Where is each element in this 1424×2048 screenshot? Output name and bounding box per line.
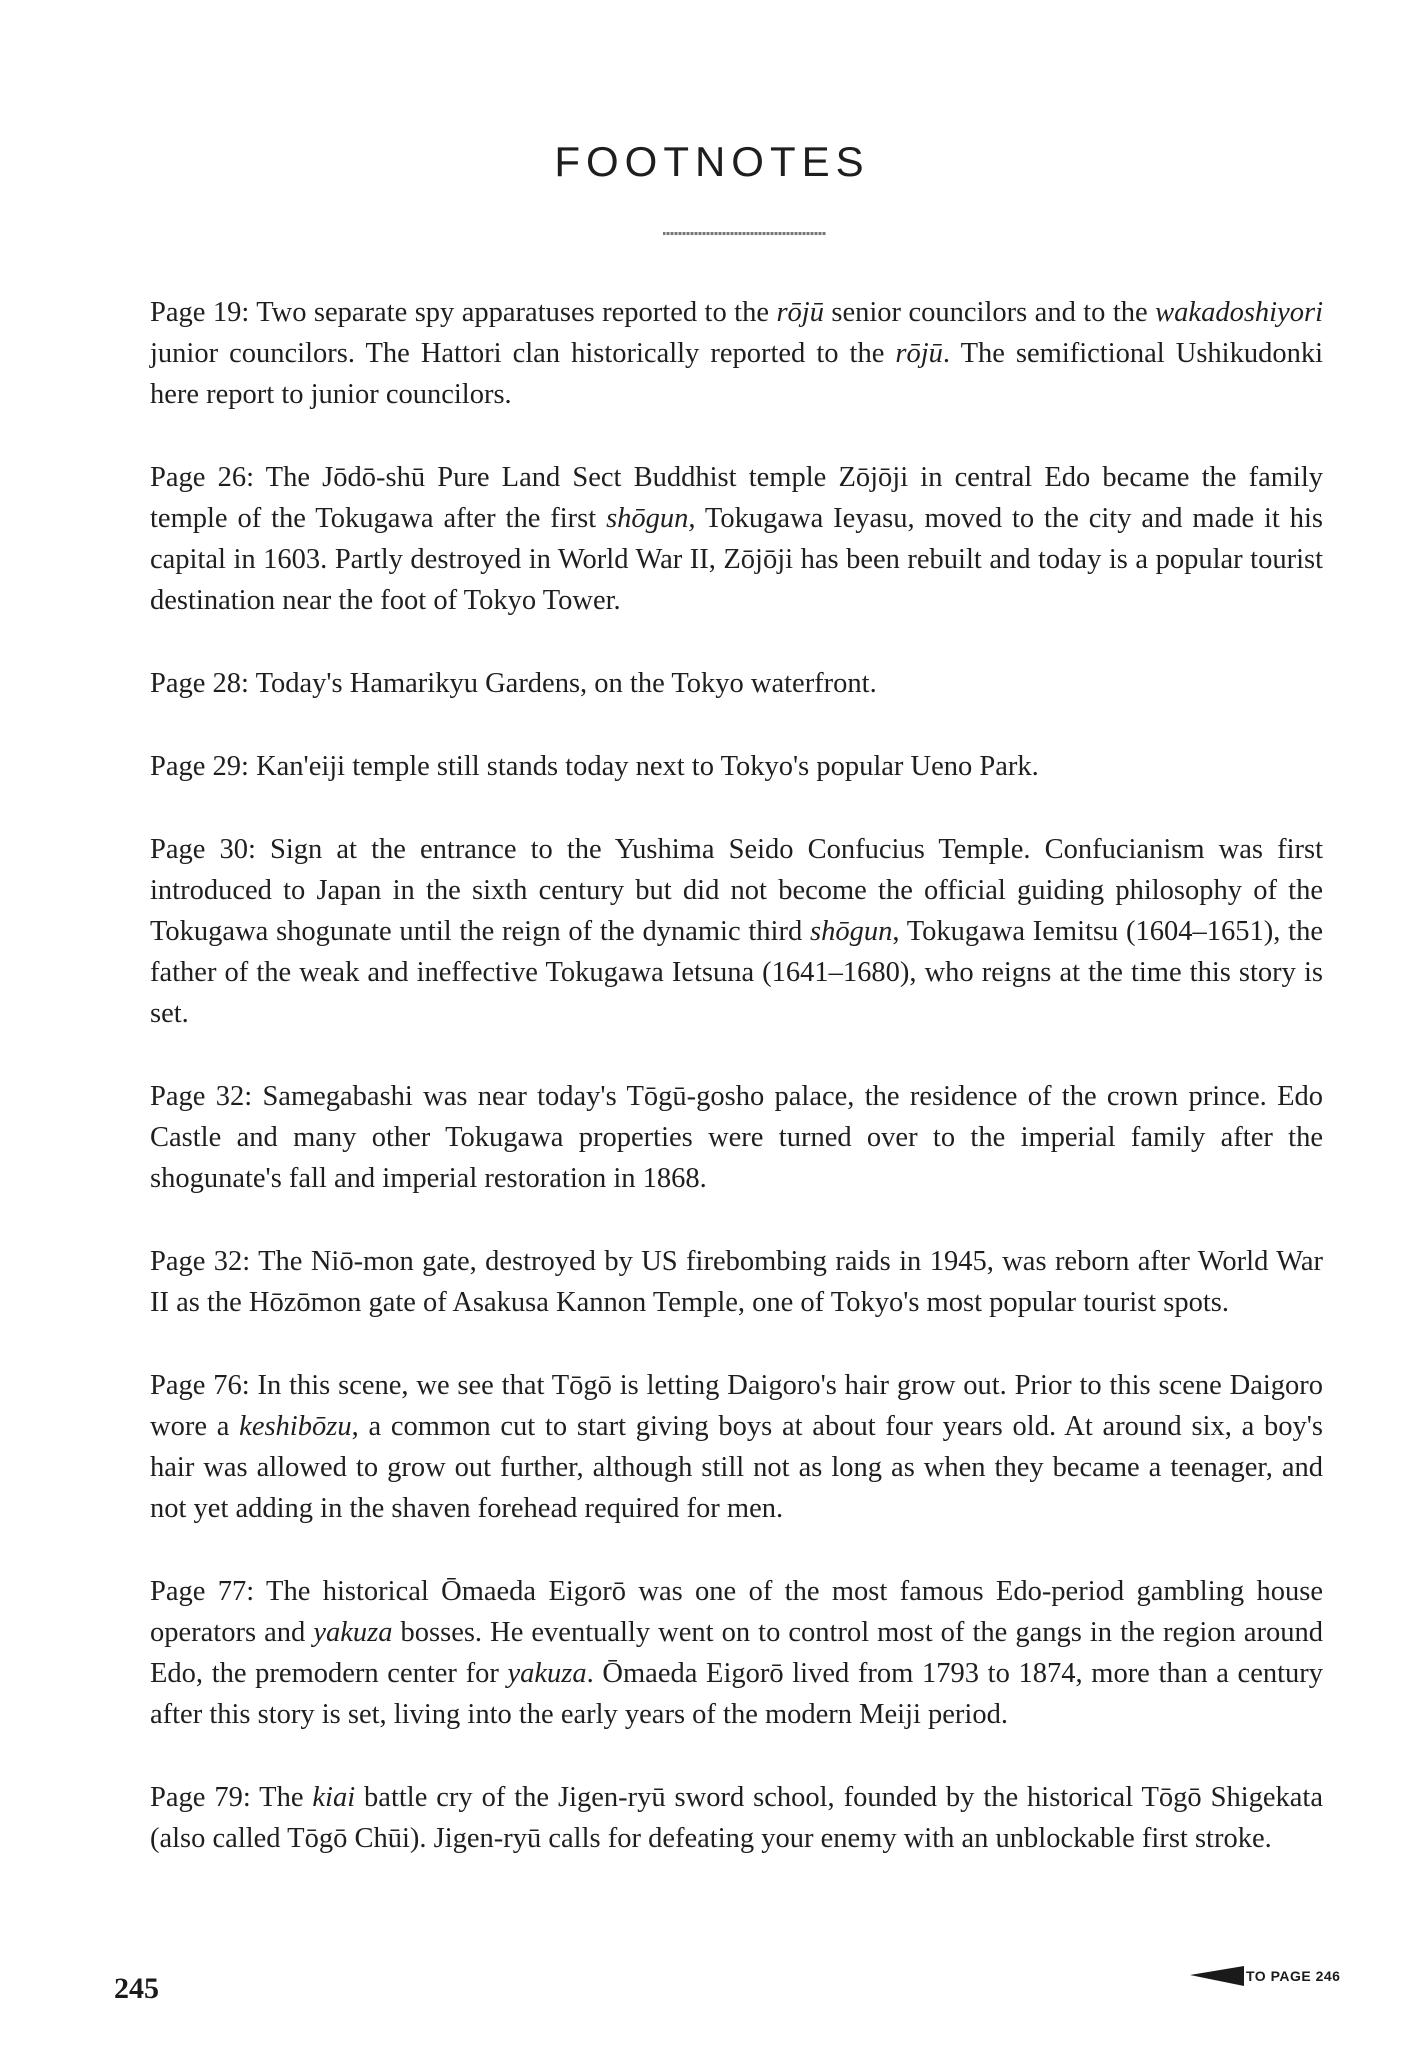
footnote-item (150, 457, 1323, 621)
footnote-text: Sign at the entrance to the Yushima Seido Confucius Temple. Confucianism was first introduced to Japan in the sixth century but did not become the official guiding philosophy of the Tokugawa shogunate until the reign of the dynamic third (150, 834, 1323, 947)
footnote-page-ref: Page 32: (150, 1081, 253, 1112)
footnote-item (150, 1076, 1323, 1199)
footnote-text: The historical Ōmaeda Eigorō was one of the most famous Edo-period gambling house operators and (150, 1576, 1323, 1648)
footnote-text: Today's Hamarikyu Gardens, on the Tokyo waterfront. (255, 668, 877, 699)
italic-term: wakadoshiyori (1155, 297, 1323, 328)
footnotes-list (150, 292, 1323, 1901)
footnote-item (150, 663, 1323, 704)
footnote-item (150, 1571, 1323, 1735)
footnote-page-ref: Page 30: (150, 834, 256, 865)
italic-term: shōgun (809, 916, 893, 947)
footnote-text: Two separate spy apparatuses reported to the (256, 297, 777, 328)
footnote-text: The Niō-mon gate, destroyed by US firebombing raids in 1945, was reborn after World War II as the Hōzōmon gate of Asakusa Kannon Temple, one of Tokyo's most popular tourist spots. (150, 1246, 1323, 1318)
footnote-page-ref: Page 26: (150, 462, 254, 493)
italic-term: kiai (312, 1782, 356, 1813)
arrow-left-icon (1190, 1966, 1244, 1986)
footnote-page-ref: Page 79: (150, 1782, 251, 1813)
page-title: FOOTNOTES (554, 138, 870, 185)
footnote-item (150, 829, 1323, 1034)
italic-term: rōjū (776, 297, 824, 328)
footnote-item (150, 1365, 1323, 1529)
footnote-text: Kan'eiji temple still stands today next to Tokyo's popular Ueno Park. (256, 751, 1039, 782)
footnote-text: Tokugawa Ieyasu, moved to the city and made it his capital in 1603. Partly destroyed in World War II, Zōjōji has been rebuilt and today is a popular tourist destination near the foot of Tokyo Tower. (150, 503, 1324, 616)
continue-to-next-page (1190, 1966, 1340, 1986)
footnote-text: . The semifictional Ushikudonki here report to junior councilors. (150, 338, 1323, 410)
italic-term: keshibōzu (239, 1411, 352, 1442)
italic-term: rōjū (895, 338, 943, 369)
footnote-item (150, 1241, 1323, 1323)
italic-term: yakuza (507, 1658, 587, 1689)
footnote-text: bosses. He eventually went on to control most of the gangs in the region around Edo, the premodern center for (150, 1617, 1323, 1689)
footnote-page-ref: Page 76: (150, 1370, 250, 1401)
footnote-text: The Jōdō-shū Pure Land Sect Buddhist temple Zōjōji in central Edo became the family temple of the Tokugawa after the first (150, 462, 1323, 534)
continue-label: TO PAGE 246 (1246, 1968, 1341, 1984)
footnote-text: senior councilors and to the (823, 297, 1156, 328)
footnote-text: Samegabashi was near today's Tōgū-gosho palace, the residence of the crown prince. Edo Castle and many other Tokugawa properties were turned over to the imperial family after the shogunate's fall and imperial restoration in 1868. (150, 1081, 1324, 1194)
footnote-page-ref: Page 19: (150, 297, 250, 328)
footnote-text: . Ōmaeda Eigorō lived from 1793 to 1874, more than a century after this story is set, living into the early years of the modern Meiji period. (150, 1658, 1324, 1730)
footnote-item (150, 1777, 1323, 1859)
page-number: 245 (114, 1972, 159, 2005)
footnote-text: battle cry of the Jigen-ryū sword school, founded by the historical Tōgō Shigekata (also called Tōgō Chūi). Jigen-ryū calls for defeating your enemy with an unblockable first stroke. (150, 1782, 1323, 1854)
footnote-page-ref: Page 28: (150, 668, 249, 699)
footnote-item (150, 746, 1323, 787)
title-divider (663, 232, 826, 235)
footnote-item (150, 292, 1323, 415)
italic-term: yakuza (313, 1617, 393, 1648)
footnote-text: In this scene, we see that Tōgō is letting Daigoro's hair grow out. Prior to this scene Daigoro wore a (150, 1370, 1324, 1442)
footnote-text: , a common cut to start giving boys at about four years old. At around six, a boy's hair was allowed to grow out further, although still not as long as when they became a teenager, and not yet adding in the shaven forehead required for men. (150, 1411, 1323, 1524)
footnote-page-ref: Page 32: (150, 1246, 251, 1277)
footnote-text: , Tokugawa Iemitsu (1604–1651), the father of the weak and ineffective Tokugawa Ietsuna (1641–1680), who reigns at the time this story is set. (150, 916, 1323, 1029)
footnote-page-ref: Page 77: (150, 1576, 255, 1607)
footnote-page-ref: Page 29: (150, 751, 249, 782)
footnote-text: junior councilors. The Hattori clan historically reported to the (150, 338, 896, 369)
footnote-text: The (259, 1782, 313, 1813)
italic-term: shōgun, (606, 503, 696, 534)
